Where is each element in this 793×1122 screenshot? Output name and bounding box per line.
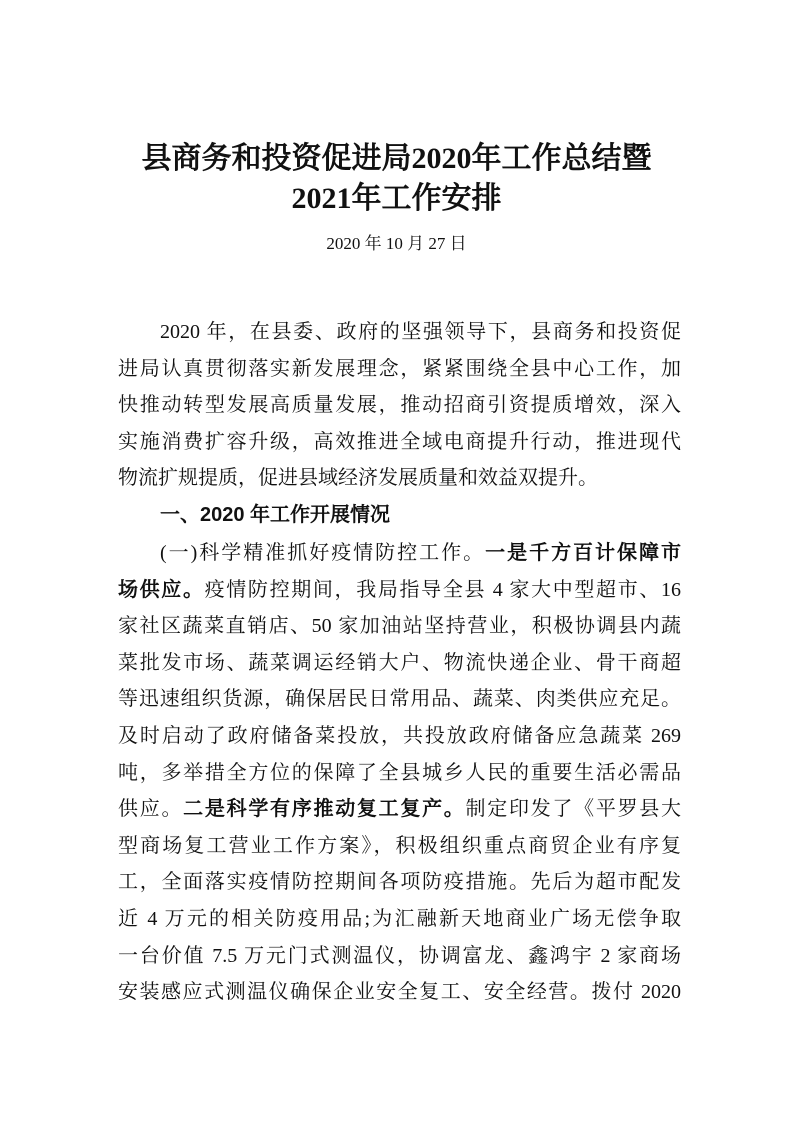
body-text-line <box>118 314 681 351</box>
body-text-line <box>118 387 681 424</box>
body-text-line <box>118 572 681 609</box>
text-segment: 实施消费扩容升级，高效推进全域电商提升行动，推进现代 <box>118 430 681 453</box>
body-text-line <box>118 424 681 461</box>
text-segment: 2020 年，在县委、政府的坚强领导下，县商务和投资促 <box>160 321 681 343</box>
body-text-line <box>118 864 681 901</box>
text-segment: 一、2020 年工作开展情况 <box>160 503 391 526</box>
body-text-line <box>118 828 681 865</box>
text-segment: 物流扩规提质，促进县域经济发展质量和效益双提升。 <box>118 467 598 490</box>
text-segment: 吨，多举措全方位的保障了全县城乡人民的重要生活必需品 <box>118 761 681 784</box>
text-segment: 及时启动了政府储备菜投放，共投放政府储备应急蔬菜 269 <box>118 724 681 747</box>
document-date: 2020 年 10 月 27 日 <box>326 234 467 253</box>
document-title-line-2: 2021年工作安排 <box>291 182 502 215</box>
text-segment: 供应。 <box>118 798 184 821</box>
body-text-line <box>118 351 681 388</box>
body-text-line <box>118 938 681 975</box>
text-segment: 一台价值 7.5 万元门式测温仪，协调富龙、鑫鸿宇 2 家商场 <box>118 944 681 967</box>
body-text-line <box>118 608 681 645</box>
document-body <box>118 314 681 1011</box>
text-segment: 菜批发市场、蔬菜调运经销大户、物流快递企业、骨干商超 <box>118 651 681 674</box>
text-segment: (一)科学精准抓好疫情防控工作。 <box>160 541 486 564</box>
body-text-line <box>118 791 681 828</box>
text-segment: 工，全面落实疫情防控期间各项防疫措施。先后为超市配发 <box>118 871 681 894</box>
text-segment: 近 4 万元的相关防疫用品;为汇融新天地商业广场无偿争取 <box>118 907 681 930</box>
document-title-line-1: 县商务和投资促进局2020年工作总结暨 <box>141 142 652 175</box>
bold-text-segment: 场供应。 <box>118 578 205 601</box>
text-segment: 疫情防控期间，我局指导全县 4 家大中型超市、16 <box>204 578 682 601</box>
bold-text-segment: 二是科学有序推动复工复产。 <box>183 798 466 821</box>
body-text-line <box>118 755 681 792</box>
bold-text-segment: 一是千方百计保障市 <box>485 541 681 564</box>
body-text-line <box>118 718 681 755</box>
text-segment: 型商场复工营业工作方案》，积极组织重点商贸企业有序复 <box>118 834 681 857</box>
body-text-line <box>118 681 681 718</box>
text-segment: 家社区蔬菜直销店、50 家加油站坚持营业，积极协调县内蔬 <box>118 615 681 638</box>
text-segment: 快推动转型发展高质量发展，推动招商引资提质增效，深入 <box>118 394 681 417</box>
body-text-line <box>118 901 681 938</box>
body-text-line <box>118 974 681 1011</box>
text-segment: 制定印发了《平罗县大 <box>465 798 682 821</box>
body-text-line <box>118 645 681 682</box>
section-heading <box>118 497 681 535</box>
body-text-line <box>118 460 681 497</box>
text-segment: 安装感应式测温仪确保企业安全复工、安全经营。拨付 2020 <box>118 981 681 1004</box>
text-segment: 等迅速组织货源，确保居民日常用品、蔬菜、肉类供应充足。 <box>118 688 681 711</box>
body-text-line <box>118 535 681 572</box>
text-segment: 进局认真贯彻落实新发展理念，紧紧围绕全县中心工作，加 <box>118 357 681 380</box>
